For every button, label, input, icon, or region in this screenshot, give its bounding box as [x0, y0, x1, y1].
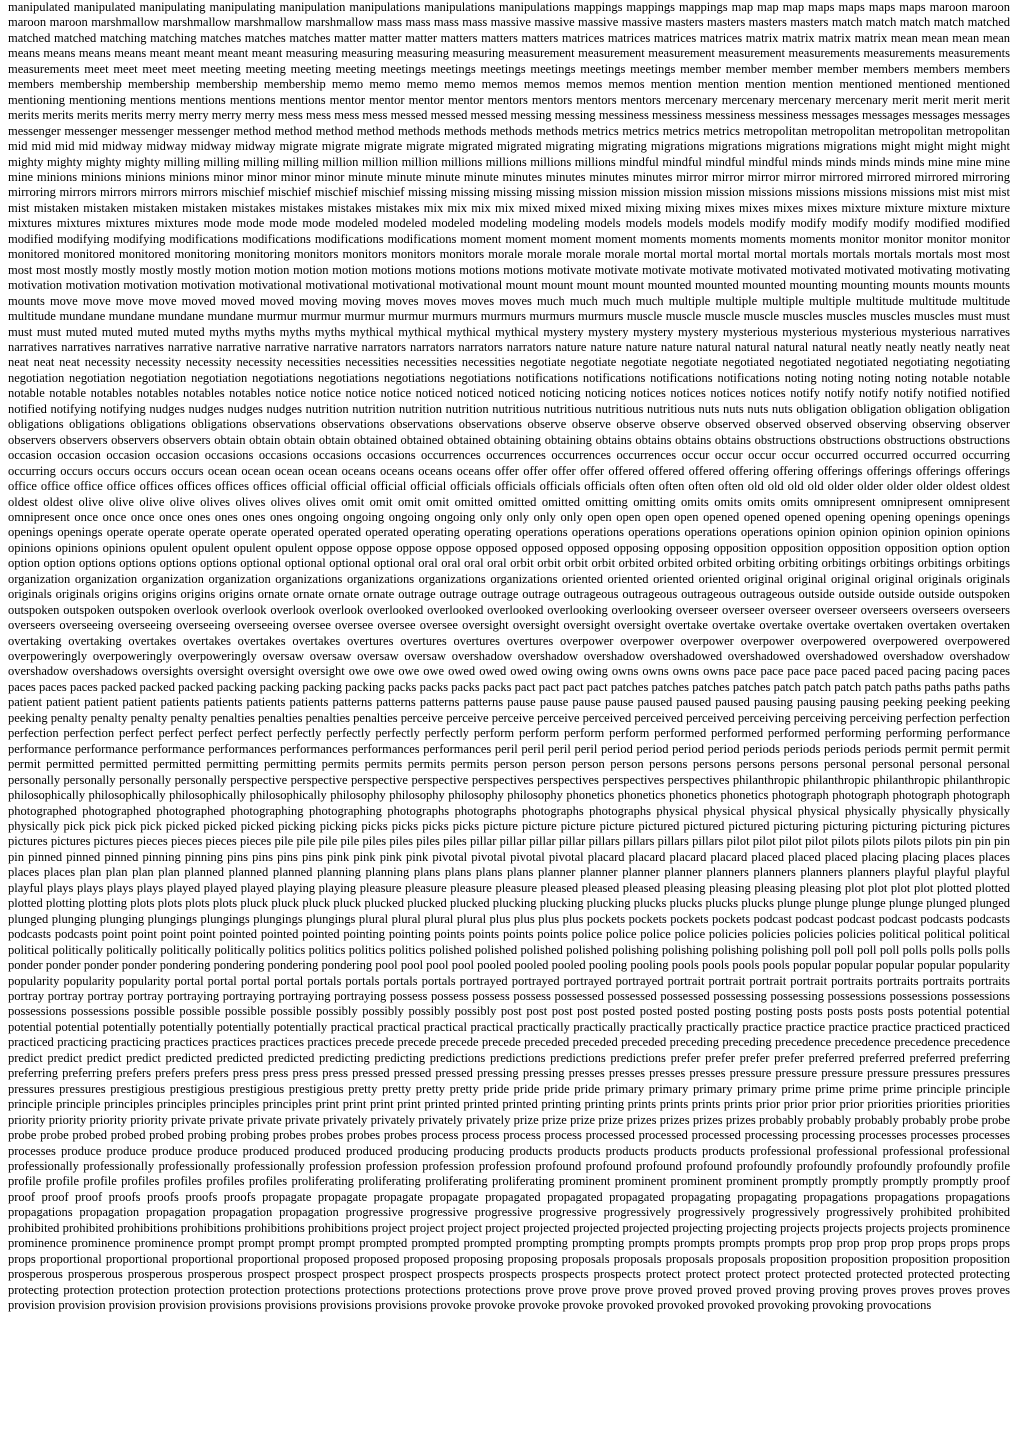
word-list-paragraph: manipulated manipulated manipulating manipulating manipulation manipulations manipulations manipulations mappings mappings mappings map map map maps maps maps maps maroon maroon maroon maroon marshmallow marshmallow marshmallow marshmallow mass mass mass mass massive massive massive massive masters masters masters masters match match match match matched matched matched matching matching matches matches matches matter matter matter matters matters matters matrices matrices matrices matrices matrix matrix matrix matrix mean mean mean mean means means means means meant meant meant meant measuring measuring measuring measuring measurement measurement measurement measurement measurements measurements measurements measurements meet meet meet meet meeting meeting meeting meeting meetings meetings meetings meetings meetings meetings member member member member members members members members membership membership membership membership memo memo memo memo memos memos memos memos mention mention mention mention mentioned mentioned mentioned mentioning mentioning mentions mentions mentions mentions mentor mentor mentor mentor mentors mentors mentors mentors mercenary mercenary mercenary mercenary merit merit merit merit merits merits merits merits merry merry merry merry mess mess mess mess messed messed messed messing messing messiness messiness messiness messiness messages messages messages messages messenger messenger messenger messenger method method method method methods methods methods methods metrics metrics metrics metrics metropolitan metropolitan metropolitan metropolitan mid mid mid mid midway midway midway midway migrate migrate migrate migrate migrated migrated migrating migrating migrations migrations migrations migrations might might might might mighty mighty mighty mighty milling milling milling milling million million million millions millions millions millions mindful mindful mindful mindful minds minds minds minds mine mine mine mine minions minions minions minions minor minor minor minor minute minute minute minute minutes minutes minutes minutes mirror mirror mirror mirror mirrored mirrored mirrored mirroring mirroring mirrors mirrors mirrors mirrors mischief mischief mischief mischief missing missing missing missing mission mission mission mission missions missions missions missions mist mist mist mist mistaken mistaken mistaken mistaken mistakes mistakes mistakes mistakes mix mix mix mix mixed mixed mixed mixing mixing mixes mixes mixes mixes mixture mixture mixture mixture mixtures mixtures mixtures mixtures mode mode mode mode modeled modeled modeled modeling modeling models models models models modify modify modify modify modified modified modified modifying modifying modifications modifications modifications modifications moment moment moment moment moments moments moments moments monitor monitor monitor monitor monitored monitored monitored monitoring monitoring monitors monitors monitors monitors morale morale morale morale mortal mortal mortal mortal mortals mortals mortals mortals most most most most mostly mostly mostly mostly motion motion motion motion motions motions motions motions motivate motivate motivate motivate motivated motivated motivated motivating motivating motivation motivation motivation motivation motivational motivational motivational motivational mount mount mount mount mounted mounted mounted mounting mounting mounts mounts mounts mounts move move move move moved moved moved moving moving moves moves moves moves much much much much multiple multiple multiple multiple multitude multitude multitude multitude mundane mundane mundane mundane murmur murmur murmur murmur murmurs murmurs murmurs murmurs muscle muscle muscle muscle muscles muscles muscles muscles must must must must muted muted muted muted myths myths myths myths mythical mythical mythical mythical mystery mystery mystery mystery mysterious mysterious mysterious mysterious narratives narratives narratives narratives narrative narrative narrative narrative narrators narrators narrators narrators nature nature nature nature natural natural natural natural neatly neatly neatly neatly neat neat neat neat necessity necessity necessity necessity necessities necessities necessities necessities negotiate negotiate negotiate negotiate negotiated negotiated negotiated negotiating negotiating negotiation negotiation negotiation negotiation negotiations negotiations negotiations negotiations notifications notifications notifications notifications noting noting noting noting notable notable notable notable notables notables notables notables notice notice notice notice noticed noticed noticed noticing noticing notices notices notices notices notify notify notify notify notified notified notified notifying notifying nudges nudges nudges nudges nutrition nutrition nutrition nutrition nutritious nutritious nutritious nutritious nuts nuts nuts nuts obligation obligation obligation obligation obligations obligations obligations obligations observations observations observations observations observe observe observe observe observed observed observed observing observing observer observers observers observers observers obtain obtain obtain obtain obtained obtained obtained obtaining obtaining obtains obtains obtains obtains obstructions obstructions obstructions obstructions occasion occasion occasion occasion occasions occasions occasions occasions occurrences occurrences occurrences occurrences occur occur occur occur occurred occurred occurred occurring occurring occurs occurs occurs occurs ocean ocean ocean ocean oceans oceans oceans oceans offer offer offer offer offered offered offered offering offering offerings offerings offerings offerings office office office office offices offices offices offices official official official official officials officials officials officials often often often often old old old old older older older older oldest oldest oldest oldest olive olive olive olive olives olives olives olives omit omit omit omit omitted omitted omitted omitting omitting omits omits omits omits omnipresent omnipresent omnipresent omnipresent once once once once ones ones ones ones ongoing ongoing ongoing ongoing only only only only open open open open opened opened opened opening opening openings openings openings openings operate operate operate operate operated operated operated operating operating operations operations operations operations operations opinion opinion opinion opinion opinions opinions opinions opinions opulent opulent opulent opulent oppose oppose oppose oppose opposed opposed opposed opposing opposing opposition opposition opposition opposition option option option option options options options options optional optional optional optional oral oral oral oral orbit orbit orbit orbit orbited orbited orbited orbiting orbiting orbitings orbitings orbitings orbitings organization organization organization organization organizations organizations organizations organizations oriented oriented oriented oriented original original original original originals originals originals originals origins origins origins origins ornate ornate ornate ornate outrage outrage outrage outrage outrageous outrageous outrageous outrageous outside outside outside outside outspoken outspoken outspoken outspoken overlook overlook overlook overlook overlooked overlooked overlooked overlooking overlooking overseer overseer overseer overseer overseers overseers overseers overseers overseeing overseeing overseeing overseeing oversee oversee oversee oversee oversight oversight oversight oversight overtake overtake overtake overtake overtaken overtaken overtaken overtaking overtaking overtakes overtakes overtakes overtakes overtures overtures overtures overtures overpower overpower overpower overpower overpowered overpowered overpowered overpoweringly overpoweringly overpoweringly oversaw oversaw oversaw oversaw overshadow overshadow overshadow overshadowed overshadowed overshadowed overshadow overshadow overshadow overshadows oversights oversight oversight oversight owe owe owe owe owed owed owed owing owing owns owns owns owns pace pace pace pace paced paced pacing pacing paces paces paces paces packed packed packed packing packing packing packing packs packs packs packs pact pact pact pact patches patches patches patches patch patch patch patch paths paths paths paths patient patient patient patient patients patients patients patients patterns patterns patterns patterns pause pause pause pause paused paused paused pausing pausing pausing peeking peeking peeking peeking penalty penalty penalty penalty penalties penalties penalties penalties perceive perceive perceive perceive perceived perceived perceived perceiving perceiving perceiving perfection perfection perfection perfection perfect perfect perfect perfect perfectly perfectly perfectly perfectly perform perform perform perform performed performed performed performing performing performance performance performance performance performances performances performances performances peril peril peril peril period period period period periods periods periods periods permit permit permit permit permitted permitted permitted permitting permitting permits permits permits permits person person person person persons persons persons persons personal personal personal personal personally personally personally personally perspective perspective perspective perspective perspectives perspectives perspectives perspectives philanthropic philanthropic philanthropic philanthropic philosophically philosophically philosophically philosophically philosophy philosophy philosophy philosophy phonetics phonetics phonetics phonetics photograph photograph photograph photograph photographed photographed photographed photographing photographing photographs photographs photographs photographs physical physical physical physical physically physically physically physically pick pick pick pick picked picked picked picking picking picks picks picks picks picture picture picture picture pictured pictured pictured picturing picturing picturing picturing pictures pictures pictures pictures pieces pieces pieces pieces pile pile pile pile piles piles piles piles pillar pillar pillar pillar pillars pillars pillars pillars pilot pilot pilot pilot pilots pilots pilots pilots pin pin pin pin pinned pinned pinned pinning pinning pins pins pins pins pink pink pink pink pivotal pivotal pivotal pivotal placard placard placard placard placed placed placed placing placing places places places places plan plan plan plan planned planned planned planning planning plans plans plans plans planner planner planner planner planners planners planners planners playful playful playful playful plays plays plays plays played played played playing playing pleasure pleasure pleasure pleasure pleased pleased pleased pleasing pleasing pleasing pleasing plot plot plot plot plotted plotted plotted plotting plotting plots plots plots plots pluck pluck pluck pluck plucked plucked plucked plucking plucking plucking plucks plucks plucks plucks plunge plunge plunge plunge plunged plunged plunged plunging plunging plungings plungings plungings plungings plural plural plural plural plus plus plus plus pockets pockets pockets pockets podcast podcast podcast podcast podcasts podcasts podcasts podcasts point point point point pointed pointed pointed pointing pointing points points points points police police police police policies policies policies policies political political political political politically politically politically politically politics politics politics politics polished polished polished polished polishing polishing polishing polishing poll poll poll poll polls polls polls polls ponder ponder ponder ponder pondering pondering pondering pondering pool pool pool pool pooled pooled pooled pooling pooling pools pools pools pools popular popular popular popular popularity popularity popularity popularity portal portal portal portal portals portals portals portals portrayed portrayed portrayed portrayed portrait portrait portrait portrait portraits portraits portraits portraits portray portray portray portray portraying portraying portraying portraying possess possess possess possess possessed possessed possessed possessing possessing possessions possessions possessions possessions possessions possible possible possible possible possibly possibly possibly possibly post post post post posted posted posted posting posting posts posts posts posts potential potential potential potential potentially potentially potentially potentially practical practical practical practical practically practically practically practically practice practice practice practice practiced practiced practiced practicing practicing practices practices practices practices precede precede precede precede preceded preceded preceded preceding preceding precedence precedence precedence precedence predict predict predict predict predicted predicted predicted predicting predicting predictions predictions predictions predictions prefer prefer prefer prefer preferred preferred preferred preferring preferring preferring prefers prefers prefers press press press press pressed pressed pressed pressing pressing presses presses presses presses pressure pressure pressure pressure pressures pressures pressures pressures prestigious prestigious prestigious prestigious pretty pretty pretty pretty pride pride pride pride primary primary primary primary prime prime prime prime principle principle principle principle principles principles principles principles print print print print printed printed printed printing printing prints prints prints prints prior prior prior prior priorities priorities priorities priority priority priority priority private private private private privately privately privately privately prize prize prize prize prizes prizes prizes prizes probably probably probably probably probe probe probe probe probed probed probed probing probing probes probes probes probes process process process process processed processed processed processing processing processes processes processes processes produce produce produce produce produced produced produced producing producing products products products products products professional professional professional professional professionally professionally professionally professionally profession profession profession profession profound profound profound profound profoundly profoundly profoundly profoundly profile profile profile profile profiles profiles profiles profiles proliferating proliferating proliferating proliferating prominent prominent prominent prominent promptly promptly promptly promptly proof proof proof proof proofs proofs proofs proofs propagate propagate propagate propagate propagated propagated propagated propagating propagating propagations propagations propagations propagations propagation propagation propagation propagation progressive progressive progressive progressive progressively progressively progressively progressively prohibited prohibited prohibited prohibited prohibitions prohibitions prohibitions prohibitions project project project project projected projected projected projecting projecting projects projects projects projects prominence prominence prominence prominence prompt prompt prompt prompt prompted prompted prompted prompting prompting prompts prompts prompts prompts prop prop prop prop props props props props proportional proportional proportional proportional proposed proposed proposed proposing proposing proposals proposals proposals proposals proposition proposition proposition proposition prosperous prosperous prosperous prosperous prospect prospect prospect prospect prospects prospects prospects prospects protect protect protect protect protected protected protected protecting protecting protection protection protection protection protections protections protections protections prove prove prove prove proved proved proved proving proving proves proves proves proves provision provision provision provision provisions provisions provisions provisions provoke provoke provoke provoke provoked provoked provoked provoking provoking provocations — [8, 0, 1010, 1313]
